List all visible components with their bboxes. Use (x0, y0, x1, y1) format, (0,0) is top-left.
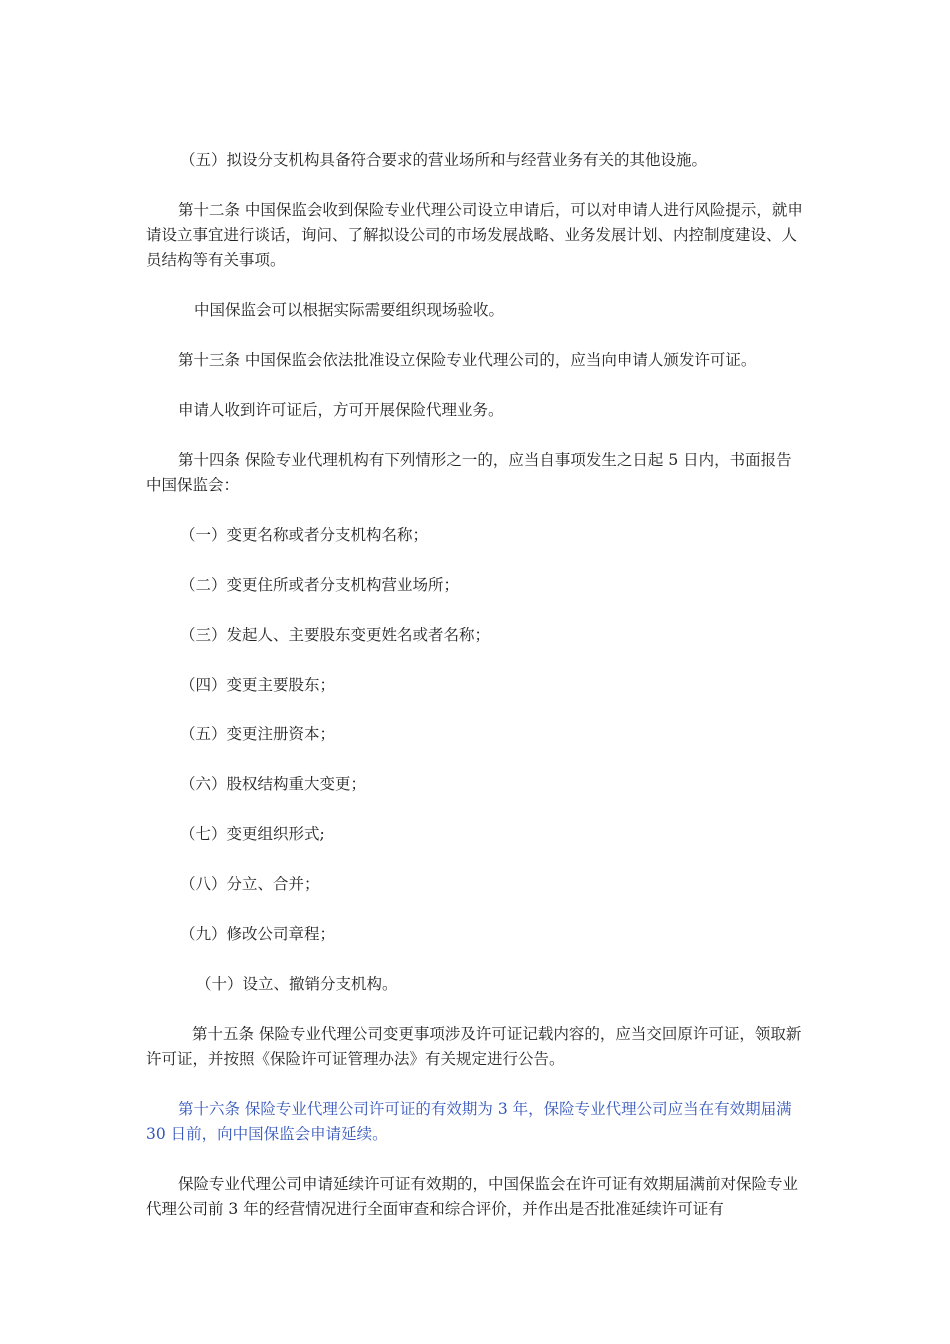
paragraph-renewal-review: 保险专业代理公司申请延续许可证有效期的，中国保监会在许可证有效期届满前对保险专业代理公司前 3 年的经营情况进行全面审查和综合评价，并作出是否批准延续许可证有 (146, 1175, 799, 1218)
paragraph-article-16: 第十六条 保险专业代理公司许可证的有效期为 3 年，保险专业代理公司应当在有效期届满 30 日前，向中国保监会申请延续。 (146, 1100, 792, 1143)
paragraph-article-13: 第十三条 中国保监会依法批准设立保险专业代理公司的，应当向申请人颁发许可证。 (178, 351, 757, 369)
list-item-4: （四）变更主要股东； (180, 676, 336, 694)
list-item-5: （五）变更注册资本； (180, 725, 336, 743)
paragraph-article-14: 第十四条 保险专业代理机构有下列情形之一的，应当自事项发生之日起 5 日内，书面报告中国保监会： (146, 451, 792, 494)
list-item-2: （二）变更住所或者分支机构营业场所； (180, 576, 460, 594)
list-item-1: （一）变更名称或者分支机构名称； (180, 526, 429, 544)
paragraph-article-15: 第十五条 保险专业代理公司变更事项涉及许可证记载内容的，应当交回原许可证，领取新许可证，并按照《保险许可证管理办法》有关规定进行公告。 (146, 1025, 802, 1068)
list-item-6: （六）股权结构重大变更； (180, 775, 367, 793)
list-item-10: （十）设立、撤销分支机构。 (196, 975, 398, 993)
paragraph-article-12: 第十二条 中国保监会收到保险专业代理公司设立申请后，可以对申请人进行风险提示，就申请设立事宜进行谈话，询问、了解拟设公司的市场发展战略、业务发展计划、内控制度建设、人员结构等有关事项。 (146, 201, 803, 269)
list-item-3: （三）发起人、主要股东变更姓名或者名称； (180, 626, 491, 644)
list-item-7: （七）变更组织形式; (180, 825, 325, 843)
paragraph-item-5-facilities: （五）拟设分支机构具备符合要求的营业场所和与经营业务有关的其他设施。 (180, 151, 708, 169)
list-item-8: （八）分立、合并； (180, 875, 320, 893)
paragraph-start-business: 申请人收到许可证后，方可开展保险代理业务。 (178, 401, 504, 419)
list-item-9: （九）修改公司章程； (180, 925, 336, 943)
paragraph-onsite-inspection: 中国保监会可以根据实际需要组织现场验收。 (194, 301, 505, 319)
